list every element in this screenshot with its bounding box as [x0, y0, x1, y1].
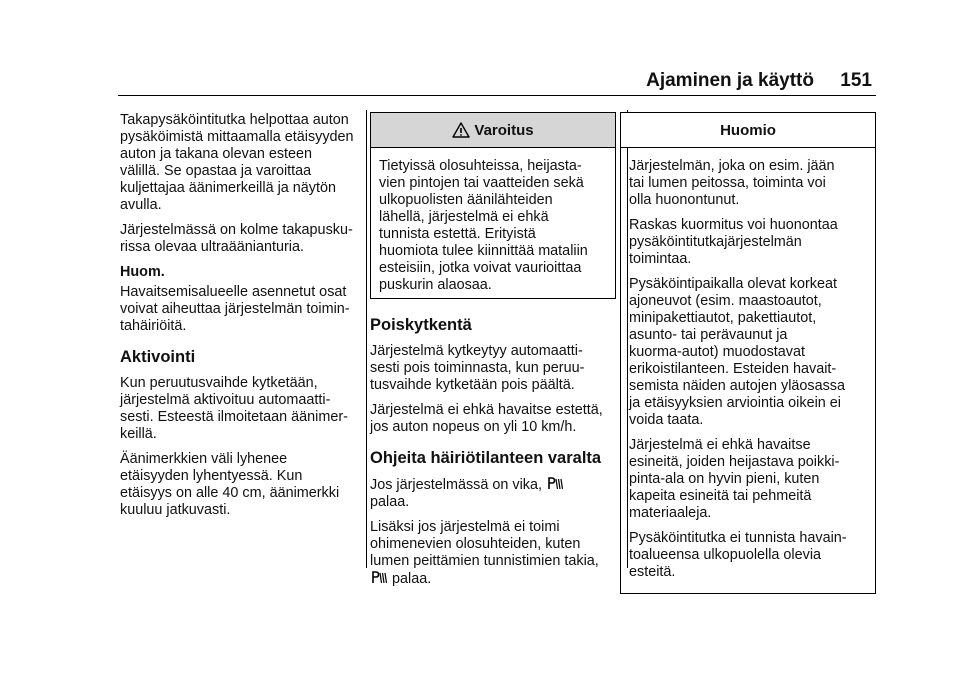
header-rule [118, 95, 876, 96]
caution-box-header [621, 113, 875, 148]
warning-title: Varoitus [474, 121, 534, 139]
fault-paragraph-2: Lisäksi jos järjestelmä ei toimi ohimenevien olosuhteiden, kuten lumen peittämien tunnistimien takia, palaa. [370, 519, 599, 587]
note-label: Huom. [120, 264, 165, 280]
fault-heading: Ohjeita häiriötilanteen varalta [370, 449, 602, 467]
page-header [118, 66, 876, 96]
intro-paragraph: Takapysäköintitutka helpottaa auton pysäköimistä mittaamalla etäisyyden auton ja takana olevan esteen välillä. Se opastaa ja varoittaa kuljettajaa äänimerkeillä ja näytön avulla. [120, 112, 354, 213]
column-divider [366, 110, 367, 568]
section-title: Ajaminen ja käyttö [646, 70, 814, 91]
beeps-paragraph: Äänimerkkien väli lyhenee etäisyyden lyhentyessä. Kun etäisyys on alle 40 cm, äänimerkki kuuluu jatkuvasti. [120, 451, 340, 518]
column-left [120, 112, 360, 527]
sensors-paragraph: Järjestelmässä on kolme takapusku- rissa olevaa ultraäänianturia. [120, 222, 353, 255]
caution-box [620, 112, 876, 594]
column-middle [370, 112, 616, 596]
warning-box-header [371, 113, 615, 148]
activation-paragraph: Kun peruutusvaihde kytketään, järjestelmä aktivoituu automaatti- sesti. Esteestä ilmoitetaan äänimer- keillä. [120, 375, 348, 442]
warning-triangle-icon [452, 122, 470, 138]
warning-body: Tietyissä olosuhteissa, heijasta- vien pintojen tai vaatteiden sekä ulkopuolisten äänilähteiden lähellä, järjestelmä ei ehkä tunnista estettä. Erityistä huomiota tulee kiinnittää mataliin esteisiin, jotka voivat vaurioittaa puskurin alaosaa. [379, 158, 588, 293]
caution-body: Järjestelmän, joka on esim. jään tai lumen peitossa, toiminta voi olla huonontunut. Raskas kuormitus voi huonontaa pysäköintitutkajärjestelmän toimintaa. Pysäköintipaikalla olevat korkeat ajoneuvot (esim. maastoautot, minipakettiautot, pakettiautot, asunto- tai perävaunut ja kuorma-autot) muodostavat erikoistilanteen. Esteiden havait- semista näiden autojen yläosassa ja etäisyyksien arviointia oikein ei voida taata. Järjestelmä ei ehkä havaitse esineitä, joiden heijastava poikki- pinta-ala on hyvin pieni, kuten kapeita esineitä tai pehmeitä materiaaleja. Pysäköintitutka ei tunnista havain- toalueensa ulkopuolella olevia esteitä. [629, 158, 847, 580]
park-assist-icon [371, 570, 387, 584]
page-number: 151 [840, 70, 872, 91]
column-right [620, 112, 876, 610]
park-assist-icon [547, 476, 563, 490]
note-paragraph: Havaitsemisalueelle asennetut osat voivat aiheuttaa järjestelmän toimin- tahäiriöitä. [120, 284, 350, 334]
activation-heading: Aktivointi [120, 348, 196, 366]
fault-paragraph: Jos järjestelmässä on vika, palaa. [370, 476, 616, 511]
warning-box [370, 112, 616, 299]
deactivation-paragraph: Järjestelmä kytkeytyy automaatti- sesti pois toiminnasta, kun peruu- tusvaihde kytketään pois päältä. [370, 343, 585, 393]
deactivation-heading: Poiskytkentä [370, 316, 472, 334]
caution-title: Huomio [720, 121, 776, 139]
speed-paragraph: Järjestelmä ei ehkä havaitse estettä, jos auton nopeus on yli 10 km/h. [370, 402, 603, 435]
